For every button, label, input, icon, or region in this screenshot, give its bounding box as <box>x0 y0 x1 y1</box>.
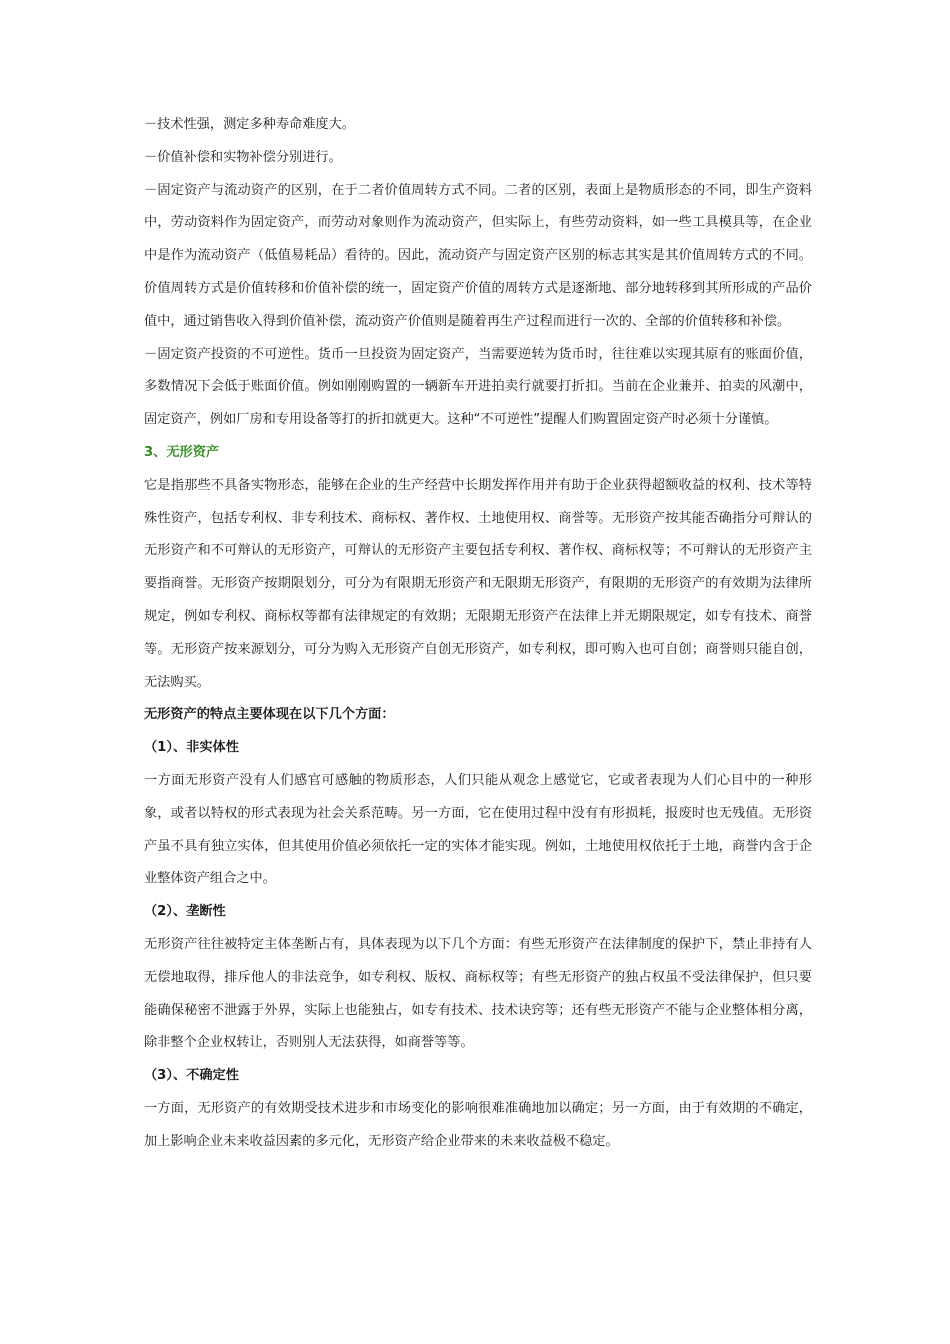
feature-body-monopoly: 无形资产往往被特定主体垄断占有，具体表现为以下几个方面：有些无形资产在法律制度的保护下，禁止非持有人无偿地取得，排斥他人的非法竞争，如专利权、版权、商标权等；有些无形资产的独占权虽不受法律保护，但只要能确保秘密不泄露于外界，实际上也能独占，如专有技术、技术诀窍等；还有些无形资产不能与企业整体相分离，除非整个企业权转让，否则别人无法获得，如商誉等等。 <box>144 936 812 1051</box>
document-page <box>144 109 812 1159</box>
paragraph-intangible-definition: 它是指那些不具备实物形态，能够在企业的生产经营中长期发挥作用并有助于企业获得超额收益的权利、技术等特殊性资产，包括专利权、非专利技术、商标权、著作权、土地使用权、商誉等。无形资产按其能否确指分可辩认的无形资产和不可辩认的无形资产，可辩认的无形资产主要包括专利权、著作权、商标权等；不可辩认的无形资产主要指商誉。无形资产按期限划分，可分为有限期无形资产和无限期无形资产，有限期的无形资产的有效期为法律所规定，例如专利权、商标权等都有法律规定的有效期；无限期无形资产在法律上并无期限规定，如专有技术、商誉等。无形资产按来源划分，可分为购入无形资产自创无形资产，如专利权，即可购入也可自创；商誉则只能自创，无法购买。 <box>144 477 812 690</box>
feature-title-non-physical: （1）、非实体性 <box>144 740 239 756</box>
section-heading-intangible-assets: 3、无形资产 <box>144 444 220 460</box>
feature-title-monopoly: （2）、垄断性 <box>144 904 226 920</box>
feature-body-uncertainty: 一方面，无形资产的有效期受技术进步和市场变化的影响很难准确地加以确定；另一方面，由于有效期的不确定，加上影响企业未来收益因素的多元化，无形资产给企业带来的未来收益极不稳定。 <box>144 1100 812 1149</box>
paragraph-irreversibility: －固定资产投资的不可逆性。货币一旦投资为固定资产，当需要逆转为货币时，往往难以实现其原有的账面价值，多数情况下会低于账面价值。例如刚刚购置的一辆新车开进拍卖行就要打折扣。当前在企业兼并、拍卖的风潮中，固定资产，例如厂房和专用设备等打的折扣就更大。这种“不可逆性”提醒人们购置固定资产时必须十分谨慎。 <box>144 346 812 428</box>
features-title: 无形资产的特点主要体现在以下几个方面： <box>144 707 395 723</box>
paragraph-tech-difficulty: －技术性强，测定多种寿命难度大。 <box>144 117 355 132</box>
feature-title-uncertainty: （3）、不确定性 <box>144 1068 239 1084</box>
paragraph-compensation: －价值补偿和实物补偿分别进行。 <box>144 149 342 165</box>
feature-body-non-physical: 一方面无形资产没有人们感官可感触的物质形态，人们只能从观念上感觉它，它或者表现为人们心目中的一种形象，或者以特权的形式表现为社会关系范畴。另一方面，它在使用过程中没有有形损耗，报废时也无残值。无形资产虽不具有独立实体，但其使用价值必须依托一定的实体才能实现。例如，土地使用权依托于土地，商誉内含于企业整体资产组合之中。 <box>144 772 812 887</box>
paragraph-fixed-vs-current: －固定资产与流动资产的区别，在于二者价值周转方式不同。二者的区别，表面上是物质形态的不同，即生产资料中，劳动资料作为固定资产，而劳动对象则作为流动资产，但实际上，有些劳动资料，如一些工具模具等，在企业中是作为流动资产（低值易耗品）看待的。因此，流动资产与固定资产区别的标志其实是其价值周转方式的不同。价值周转方式是价值转移和价值补偿的统一，固定资产价值的周转方式是逐渐地、部分地转移到其所形成的产品价值中，通过销售收入得到价值补偿，流动资产价值则是随着再生产过程而进行一次的、全部的价值转移和补偿。 <box>144 182 812 329</box>
